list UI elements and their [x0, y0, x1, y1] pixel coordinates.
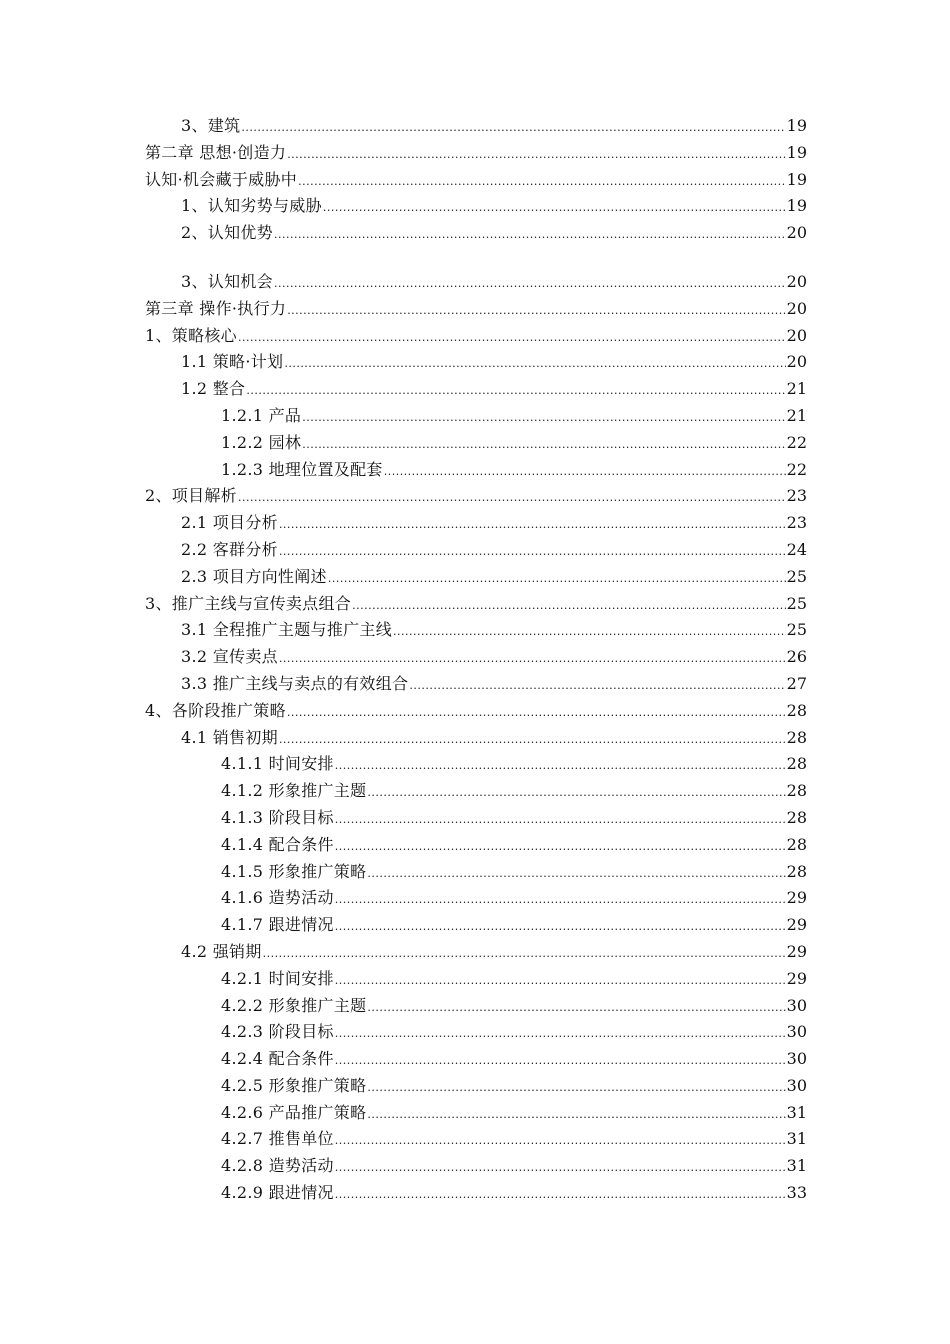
toc-entry-page-number: 28 [786, 727, 807, 747]
dot-leader [263, 941, 786, 968]
toc-entry[interactable] [145, 457, 807, 484]
toc-entry[interactable] [145, 564, 807, 591]
toc-entry-title: 1.2.3 地理位置及配套 [221, 459, 383, 479]
toc-entry-title: 4.2.4 配合条件 [221, 1049, 334, 1069]
dot-leader [302, 432, 785, 459]
toc-entry-title: 4.1 销售初期 [181, 727, 278, 747]
toc-entry-page-number: 27 [786, 673, 807, 693]
toc-entry-title: 3.1 全程推广主题与推广主线 [181, 620, 393, 640]
toc-entry[interactable] [145, 939, 807, 966]
toc-entry-page-number: 25 [786, 620, 807, 640]
toc-entry-title: 4.1.6 造势活动 [221, 888, 334, 908]
toc-entry-title: 4.2.2 形象推广主题 [221, 995, 367, 1015]
dot-leader [335, 887, 786, 914]
dot-leader [238, 485, 786, 512]
toc-entry-page-number: 20 [786, 298, 807, 318]
toc-entry-page-number: 30 [786, 1075, 807, 1095]
toc-entry-page-number: 33 [786, 1183, 807, 1203]
dot-leader [335, 1155, 786, 1182]
dot-leader [323, 195, 786, 222]
dot-leader [238, 325, 786, 352]
toc-entry-page-number: 31 [786, 1129, 807, 1149]
toc-entry[interactable] [145, 510, 807, 537]
toc-entry-page-number: 21 [786, 379, 807, 399]
toc-entry[interactable] [145, 269, 807, 296]
toc-entry-title: 1、策略核心 [145, 325, 237, 345]
toc-entry-page-number: 28 [786, 700, 807, 720]
toc-entry-title: 第二章 思想·创造力 [145, 142, 287, 162]
dot-leader [367, 1102, 785, 1129]
toc-entry[interactable] [145, 912, 807, 939]
toc-entry[interactable] [145, 1153, 807, 1180]
toc-entry[interactable] [145, 617, 807, 644]
toc-entry-title: 4.1.5 形象推广策略 [221, 861, 367, 881]
table-of-contents [145, 113, 807, 1207]
toc-entry[interactable] [145, 220, 807, 247]
toc-entry[interactable] [145, 1019, 807, 1046]
toc-entry-page-number: 28 [786, 754, 807, 774]
toc-entry-title: 1.2.1 产品 [221, 405, 302, 425]
toc-entry[interactable] [145, 859, 807, 886]
toc-entry-title: 第三章 操作·执行力 [145, 298, 287, 318]
dot-leader [367, 995, 785, 1022]
dot-leader [284, 351, 785, 378]
toc-entry-page-number: 31 [786, 1156, 807, 1176]
toc-entry-title: 4.1.2 形象推广主题 [221, 781, 367, 801]
dot-leader [287, 142, 785, 169]
toc-entry-page-number: 20 [786, 325, 807, 345]
dot-leader [335, 914, 786, 941]
dot-leader [302, 405, 785, 432]
dot-leader [287, 298, 785, 325]
dot-leader [352, 593, 786, 620]
dot-leader [335, 1128, 786, 1155]
toc-entry-page-number: 22 [786, 432, 807, 452]
toc-entry-page-number: 23 [786, 486, 807, 506]
toc-entry-page-number: 20 [786, 223, 807, 243]
toc-entry[interactable] [145, 1046, 807, 1073]
toc-entry-page-number: 29 [786, 888, 807, 908]
dot-leader [335, 834, 786, 861]
toc-entry[interactable] [145, 430, 807, 457]
dot-leader [279, 727, 786, 754]
toc-entry-page-number: 26 [786, 647, 807, 667]
toc-entry-title: 4.1.3 阶段目标 [221, 807, 334, 827]
toc-entry-title: 3、建筑 [181, 116, 241, 135]
toc-entry-page-number: 19 [786, 116, 807, 135]
dot-leader [367, 861, 785, 888]
toc-entry[interactable] [145, 832, 807, 859]
toc-entry[interactable] [145, 698, 807, 725]
toc-entry-page-number: 24 [786, 539, 807, 559]
dot-leader [298, 169, 786, 196]
toc-entry-title: 4.1.1 时间安排 [221, 754, 334, 774]
toc-entry-title: 4.2.3 阶段目标 [221, 1022, 334, 1042]
toc-entry-title: 4.2.5 形象推广策略 [221, 1075, 367, 1095]
toc-entry[interactable] [145, 805, 807, 832]
toc-entry-title: 3、认知机会 [181, 271, 273, 291]
toc-entry[interactable] [145, 376, 807, 403]
toc-entry[interactable] [145, 671, 807, 698]
toc-entry-title: 4.2.9 跟进情况 [221, 1183, 334, 1203]
toc-entry-title: 2.2 客群分析 [181, 539, 278, 559]
toc-entry-title: 4.1.4 配合条件 [221, 834, 334, 854]
toc-entry[interactable] [145, 403, 807, 430]
toc-entry[interactable] [145, 323, 807, 350]
toc-entry[interactable] [145, 1100, 807, 1127]
toc-entry[interactable] [145, 885, 807, 912]
dot-leader [393, 619, 786, 646]
dot-leader [335, 1021, 786, 1048]
dot-leader [279, 646, 786, 673]
toc-entry-title: 4、各阶段推广策略 [145, 700, 286, 720]
toc-entry-title: 4.2 强销期 [181, 941, 262, 961]
toc-entry-title: 4.2.6 产品推广策略 [221, 1102, 367, 1122]
dot-leader [335, 968, 786, 995]
toc-entry-page-number: 30 [786, 995, 807, 1015]
toc-entry-title: 1、认知劣势与威胁 [181, 196, 322, 216]
toc-entry[interactable] [145, 966, 807, 993]
toc-entry-page-number: 28 [786, 834, 807, 854]
toc-entry-page-number: 29 [786, 915, 807, 935]
toc-entry[interactable] [145, 751, 807, 778]
toc-entry-page-number: 28 [786, 781, 807, 801]
toc-entry-title: 2、认知优势 [181, 223, 273, 243]
dot-leader [409, 673, 785, 700]
toc-entry[interactable] [145, 296, 807, 323]
dot-leader [279, 539, 786, 566]
toc-entry[interactable] [145, 778, 807, 805]
dot-leader [274, 271, 786, 298]
toc-entry-title: 4.2.1 时间安排 [221, 968, 334, 988]
toc-entry-page-number: 20 [786, 352, 807, 372]
toc-entry[interactable] [145, 644, 807, 671]
toc-entry-title: 3.3 推广主线与卖点的有效组合 [181, 673, 409, 693]
toc-entry-title: 1.1 策略·计划 [181, 352, 284, 372]
dot-leader [367, 780, 785, 807]
toc-entry-page-number: 19 [786, 142, 807, 162]
toc-entry-title: 4.2.7 推售单位 [221, 1129, 334, 1149]
toc-entry-title: 2.3 项目方向性阐述 [181, 566, 327, 586]
dot-leader [287, 700, 786, 727]
toc-entry[interactable] [145, 113, 807, 140]
toc-entry-page-number: 31 [786, 1102, 807, 1122]
dot-leader [241, 115, 785, 142]
toc-entry[interactable] [145, 1126, 807, 1153]
toc-entry[interactable] [145, 537, 807, 564]
toc-entry-title: 1.2 整合 [181, 379, 246, 399]
toc-entry-page-number: 28 [786, 807, 807, 827]
dot-leader [335, 1048, 786, 1075]
toc-entry[interactable] [145, 1180, 807, 1207]
dot-leader [274, 222, 786, 249]
toc-entry[interactable] [145, 349, 807, 376]
toc-entry[interactable] [145, 591, 807, 618]
toc-entry[interactable] [145, 993, 807, 1020]
dot-leader [384, 459, 786, 486]
dot-leader [367, 1075, 785, 1102]
toc-entry[interactable] [145, 725, 807, 752]
dot-leader [246, 378, 785, 405]
toc-entry-title: 4.1.7 跟进情况 [221, 915, 334, 935]
toc-entry[interactable] [145, 140, 807, 167]
toc-entry[interactable] [145, 1073, 807, 1100]
toc-entry-page-number: 19 [786, 169, 807, 189]
toc-entry-page-number: 29 [786, 968, 807, 988]
toc-entry-title: 3.2 宣传卖点 [181, 647, 278, 667]
toc-entry-page-number: 19 [786, 196, 807, 216]
toc-entry-page-number: 28 [786, 861, 807, 881]
toc-entry-title: 4.2.8 造势活动 [221, 1156, 334, 1176]
dot-leader [328, 566, 786, 593]
toc-entry-title: 认知·机会藏于威胁中 [145, 169, 298, 189]
toc-entry-page-number: 21 [786, 405, 807, 425]
toc-entry-page-number: 22 [786, 459, 807, 479]
toc-entry-page-number: 30 [786, 1022, 807, 1042]
toc-entry-page-number: 25 [786, 566, 807, 586]
toc-entry[interactable] [145, 193, 807, 220]
toc-entry-page-number: 23 [786, 513, 807, 533]
toc-entry[interactable] [145, 483, 807, 510]
toc-entry-title: 2、项目解析 [145, 486, 237, 506]
dot-leader [335, 807, 786, 834]
dot-leader [335, 753, 786, 780]
toc-entry-title: 1.2.2 园林 [221, 432, 302, 452]
toc-entry-title: 3、推广主线与宣传卖点组合 [145, 593, 352, 613]
toc-entry-title: 2.1 项目分析 [181, 513, 278, 533]
toc-entry-page-number: 29 [786, 941, 807, 961]
toc-entry-page-number: 20 [786, 271, 807, 291]
dot-leader [279, 512, 786, 539]
toc-entry[interactable] [145, 167, 807, 194]
dot-leader [335, 1182, 786, 1209]
toc-entry-page-number: 30 [786, 1049, 807, 1069]
toc-entry-page-number: 25 [786, 593, 807, 613]
